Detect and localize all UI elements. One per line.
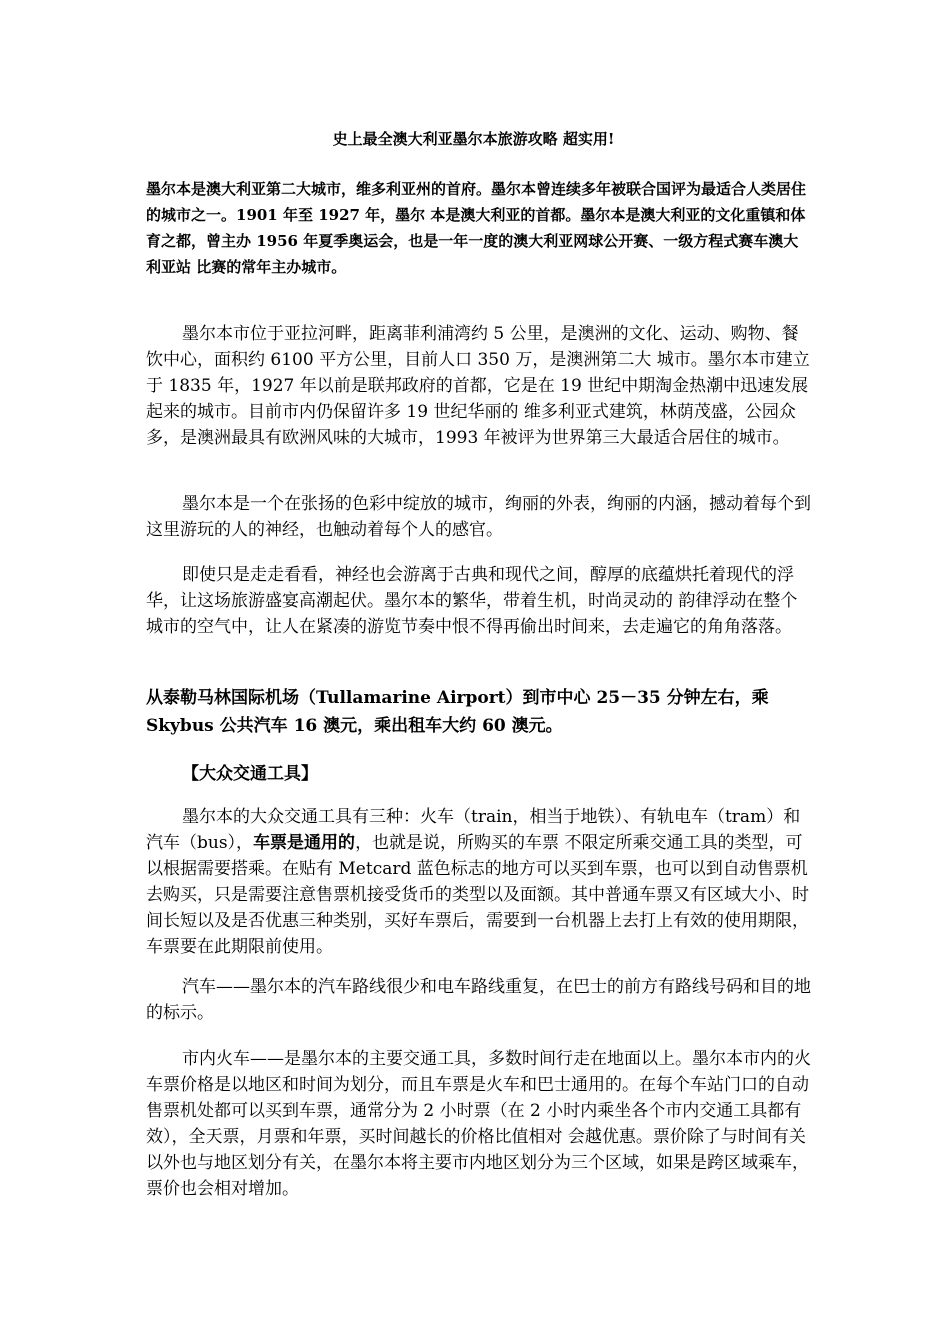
paragraph-city-train: 市内火车——是墨尔本的主要交通工具，多数时间行走在地面以上。墨尔本市内的火车票价格是以地区和时间为划分，而且车票是火车和巴士通用的。在每个车站门口的自动售票机处都可以买到车票，通常分为 2 小时票（在 2 小时内乘坐各个市内交通工具都有效），全天票，月票和年票，买时间越长的价格比值相对 会越优惠。票价除了与时间有关以外也与地区划分有关，在墨尔本将主要市内地区划分为三个区域，如果是跨区域乘车，票价也会相对增加。 xyxy=(146,1049,811,1199)
paragraph-transport-types xyxy=(146,804,814,960)
ticket-universal-emphasis: 车票是通用的 xyxy=(253,833,356,853)
paragraph-city-charm: 即使只是走走看看，神经也会游离于古典和现代之间，醇厚的底蕴烘托着现代的浮华，让这场旅游盛宴高潮起伏。墨尔本的繁华，带着生机，时尚灵动的 韵律浮动在整个城市的空气中，让人在紧凑的游览节奏中恨不得再偷出时间来，去走遍它的角角落落。 xyxy=(146,565,798,637)
paragraph-city-colors: 墨尔本是一个在张扬的色彩中绽放的城市，绚丽的外表，绚丽的内涵，撼动着每个到这里游玩的人的神经，也触动着每个人的感官。 xyxy=(146,494,811,540)
airport-transfer-paragraph: 从泰勒马林国际机场（Tullamarine Airport）到市中心 25－35 分钟左右，乘 Skybus 公共汽车 16 澳元，乘出租车大约 60 澳元。 xyxy=(146,688,769,736)
intro-paragraph: 墨尔本是澳大利亚第二大城市，维多利亚州的首府。墨尔本曾连续多年被联合国评为最适合人类居住的城市之一。1901 年至 1927 年，墨尔 本是澳大利亚的首都。墨尔本是澳大利亚的文化重镇和体育之都，曾主办 1956 年夏季奥运会，也是一年一度的澳大利亚网球公开赛、一级方程式赛车澳大利亚站 比赛的常年主办城市。 xyxy=(146,180,807,276)
section-heading-public-transport: 【大众交通工具】 xyxy=(182,764,318,784)
paragraph-bus: 汽车——墨尔本的汽车路线很少和电车路线重复，在巴士的前方有路线号码和目的地的标示。 xyxy=(146,977,811,1023)
document-title: 史上最全澳大利亚墨尔本旅游攻略 超实用! xyxy=(332,130,615,148)
paragraph-city-overview: 墨尔本市位于亚拉河畔，距离菲利浦湾约 5 公里，是澳洲的文化、运动、购物、餐饮中心，面积约 6100 平方公里，目前人口 350 万，是澳洲第二大 城市。墨尔本市建立于 1835 年，1927 年以前是联邦政府的首都，它是在 19 世纪中期淘金热潮中迅速发展起来的城市。目前市内仍保留许多 19 世纪华丽的 维多利亚式建筑，林荫茂盛，公园众多，是澳洲最具有欧洲风味的大城市，1993 年被评为世界第三大最适合居住的城市。 xyxy=(146,324,810,448)
transport-types-text-b: ，也就是说，所购买的车票 不限定所乘交通工具的类型，可以根据需要搭乘。在贴有 Metcard 蓝色标志的地方可以买到车票，也可以到自动售票机去购买，只是需要注意售票机接受货币的类型以及面额。其中普通车票又有区域大小、时间长短以及是否优惠三种类别，买好车票后，需要到一台机器上去打上有效的使用期限，车票要在此期限前使用。 xyxy=(146,833,809,957)
transport-types-text-a: 墨尔本的大众交通工具有三种：火车（train，相当于地铁）、有轨电车（tram）和汽车（bus）， xyxy=(146,807,801,853)
